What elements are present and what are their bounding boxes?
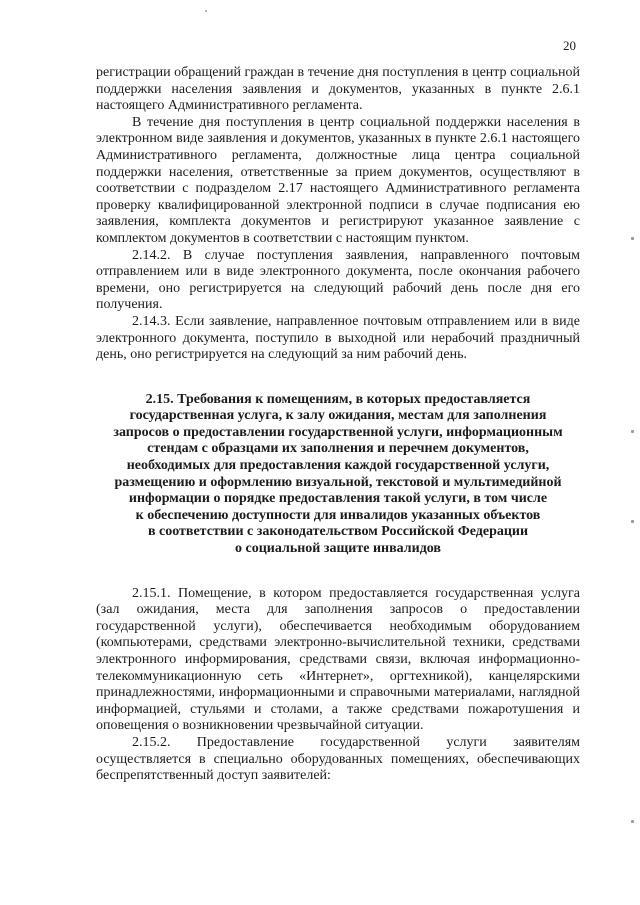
paragraph-2-15-2: 2.15.2. Предоставление государственной услуги заявителям осуществляется в специально оборудованных помещениях, обеспечивающих беспрепятственный доступ заявителей: [96,734,580,784]
heading-line: в соответствии с законодательством Российской Федерации [147,524,529,540]
heading-line: информации о порядке предоставления такой услуги, в том числе [128,491,548,507]
margin-speck [631,237,634,240]
heading-line: размещению и оформлению визуальной, текстовой и мультимедийной [114,474,562,490]
paragraph-electronic-submission: В течение дня поступления в центр социальной поддержки населения в электронном виде заявления и документов, указанных в пункте 2.6.1 настоящего Административного регламента, должностные лица центра социальной поддержки населения, ответственные за прием документов, осуществляют в соответствии с подразделом 2.17 настоящего Административного регламента проверку квалифицированной электронной подписи в случае подписания ею заявления, комплекта документов и регистрируют указанное заявление с комплектом документов в соответствии с настоящим пунктом. [96,114,580,246]
margin-speck [631,430,634,433]
margin-speck [631,820,634,823]
paragraph-2-15-1: 2.15.1. Помещение, в котором предоставляется государственная услуга (зал ожидания, места для заполнения запросов о предоставлении государственной услуги), обеспечивается необходимым оборудованием (компьютерами, средствами электронно-вычислительной техники, средствами электронного информирования, средствами связи, включая информационно-телекоммуникационную сеть «Интернет», оргтехникой), канцелярскими принадлежностями, информационными и справочными материалами, наглядной информацией, стульями и столами, а также средствами пожаротушения и оповещения о возникновении чрезвычайной ситуации. [96,585,580,734]
paragraph-2-14-2: 2.14.2. В случае поступления заявления, направленного почтовым отправлением или в виде электронного документа, после окончания рабочего времени, оно регистрируется на следующий рабочий день после дня его получения. [96,247,580,313]
document-body [96,65,580,785]
heading-line: запросов о предоставлении государственной услуги, информационным [113,424,563,440]
heading-line: стендам с образцами их заполнения и перечнем документов, [147,441,529,457]
paragraph-continuation: регистрации обращений граждан в течение дня поступления в центр социальной поддержки населения заявления и документов, указанных в пункте 2.6.1 настоящего Административного регламента. [96,65,580,114]
heading-line: необходимых для предоставления каждой государственной услуги, [126,458,550,474]
heading-line: к обеспечению доступности для инвалидов указанных объектов [135,507,541,523]
paragraph-2-14-3: 2.14.3. Если заявление, направленное почтовым отправлением или в виде электронного документа, поступило в выходной или нерабочий праздничный день, оно регистрируется на следующий за ним рабочий день. [96,313,580,363]
scan-speck [205,10,207,12]
heading-line: 2.15. Требования к помещениям, в которых предоставляется [145,391,531,407]
page-number: 20 [563,38,576,53]
heading-line: государственная услуга, к залу ожидания, местам для заполнения [129,408,547,424]
section-heading-2-15 [96,392,580,558]
heading-line: о социальной защите инвалидов [235,541,441,557]
margin-speck [631,520,634,523]
